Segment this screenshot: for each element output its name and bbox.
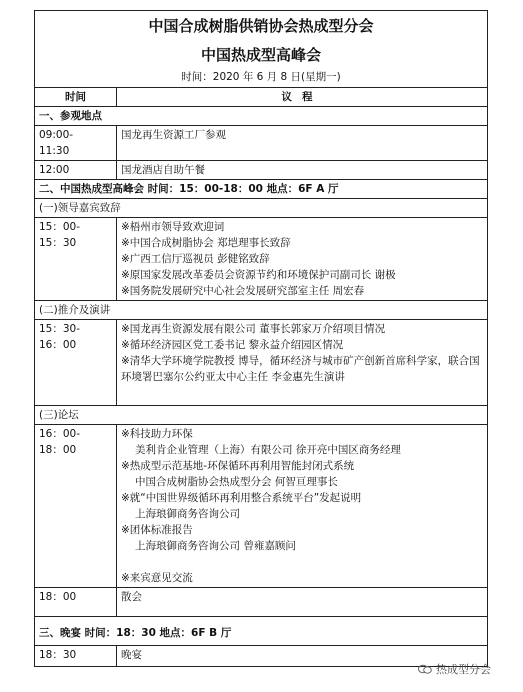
row-item: 散会 <box>117 588 488 617</box>
row-time: 18：00 <box>35 588 117 617</box>
table-row <box>35 425 488 588</box>
row-item: 晚宴 <box>117 646 488 667</box>
row-items: ※梧州市领导致欢迎词 ※中国合成树脂协会 郑垲理事长致辞 ※广西工信厅巡视员 彭健铭致辞 ※原国家发展改革委员会资源节约和环境保护司副司长 谢极 ※国务院发展研究中心社会发展研究部室主任 周宏春 <box>117 218 488 301</box>
row-item: 国龙酒店自助午餐 <box>117 161 488 180</box>
watermark <box>418 661 491 677</box>
subsection-title-presentations: (二)推介及演讲 <box>35 301 488 320</box>
table-row <box>35 218 488 301</box>
section-title-summit: 二、中国热成型高峰会 时间：15：00-18：00 地点：6F A 厅 <box>35 180 488 199</box>
row-time: 18：30 <box>35 646 117 667</box>
row-time: 15：00- 15：30 <box>35 218 117 301</box>
title-block <box>35 11 488 88</box>
event-title: 中国热成型高峰会 <box>201 46 322 64</box>
agenda-table <box>34 10 488 667</box>
event-date: 时间：2020 年 6 月 8 日(星期一) <box>181 71 341 83</box>
watermark-text: 热成型分会 <box>436 663 491 676</box>
agenda-document <box>34 10 487 667</box>
row-time: 16：00- 18：00 <box>35 425 117 588</box>
row-items: ※国龙再生资源发展有限公司 董事长郭家万介绍项目情况 ※循环经济园区党工委书记 黎永益介绍园区情况 ※清华大学环境学院教授 博导，循环经济与城市矿产创新首席科学家，联合国环境署巴塞尔公约亚太中心主任 李金惠先生演讲 <box>117 320 488 406</box>
row-item: 国龙再生资源工厂参观 <box>117 126 488 161</box>
table-row <box>35 320 488 406</box>
section-title-visit: 一、参观地点 <box>35 107 488 126</box>
subsection-title-forum: (三)论坛 <box>35 406 488 425</box>
row-items: ※科技助力环保 美利肯企业管理（上海）有限公司 徐开亮中国区商务经理 ※热成型示范基地-环保循环再利用智能封闭式系统 中国合成树脂协会热成型分会 何智亘理事长 ※就“中国世界级循环再利用整合系统平台”发起说明 上海琅御商务咨询公司 ※团体标准报告 上海琅御商务咨询公司 曾雍嘉顾问 ※来宾意见交流 <box>117 425 488 588</box>
row-time: 12:00 <box>35 161 117 180</box>
table-row <box>35 126 488 161</box>
row-time: 09:00- 11:30 <box>35 126 117 161</box>
row-time: 15：30- 16：00 <box>35 320 117 406</box>
section-title-dinner: 三、晚宴 时间：18：30 地点：6F B 厅 <box>35 617 488 646</box>
wechat-icon <box>418 664 432 674</box>
table-row <box>35 588 488 617</box>
organization-title: 中国合成树脂供销协会热成型分会 <box>148 17 374 35</box>
column-header-time: 时间 <box>35 88 117 107</box>
table-row <box>35 161 488 180</box>
subsection-title-speeches: (一)领导嘉宾致辞 <box>35 199 488 218</box>
column-header-agenda: 议程 <box>117 88 488 107</box>
